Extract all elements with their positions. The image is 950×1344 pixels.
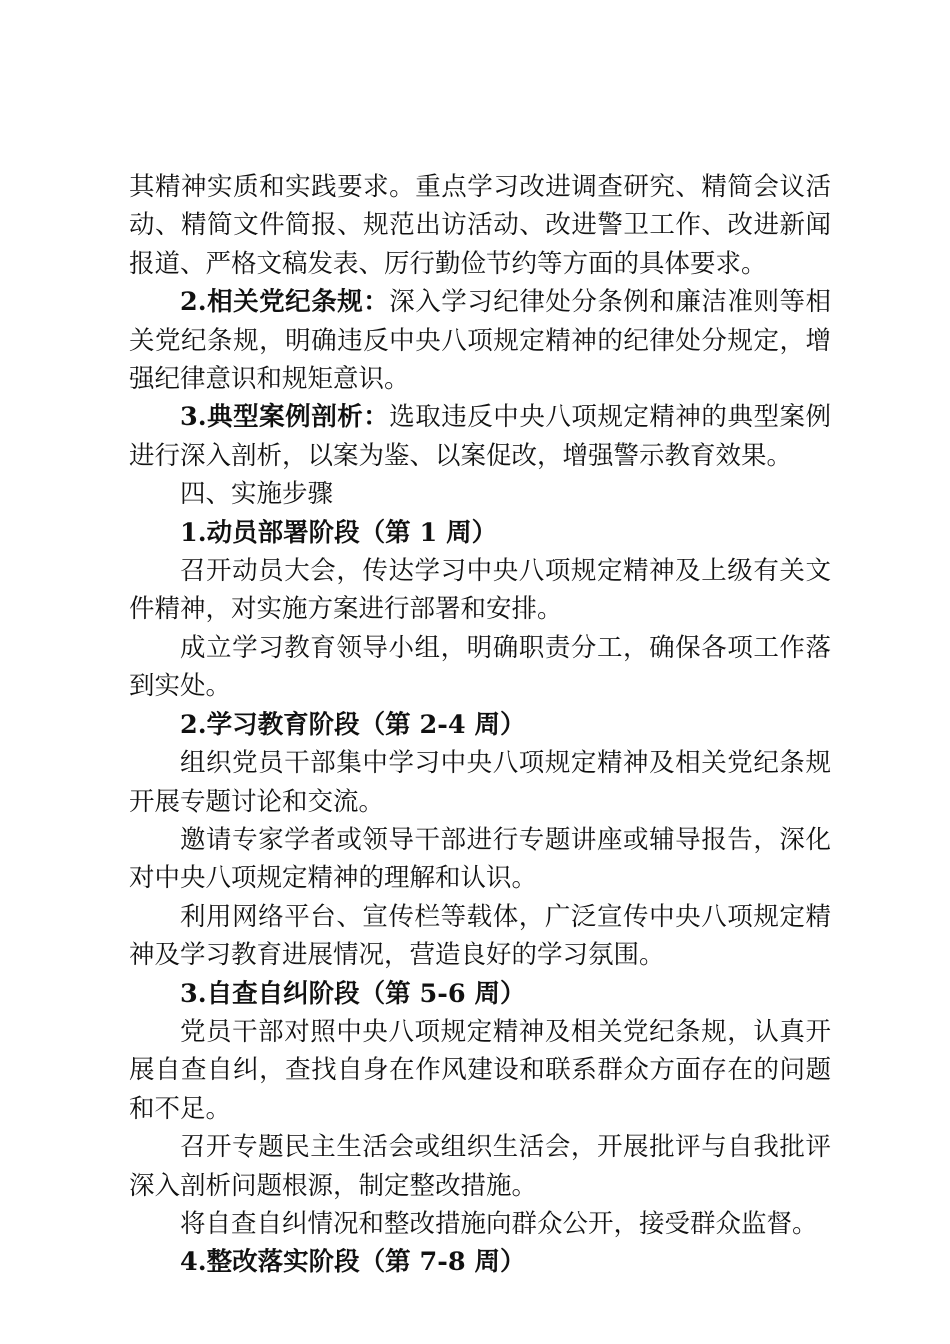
body-paragraph <box>129 398 831 475</box>
paragraph-lead: 2.相关党纪条规： <box>180 287 390 318</box>
paragraph-text: 深入学习纪律处分条例和廉洁准则等相关党纪条规，明确违反中央八项规定精神的纪律处分规定，增强纪律意识和规矩意识。 <box>129 287 831 395</box>
body-paragraph: 利用网络平台、宣传栏等载体，广泛宣传中央八项规定精神及学习教育进展情况，营造良好的学习氛围。 <box>129 901 831 971</box>
body-paragraph: 党员干部对照中央八项规定精神及相关党纪条规，认真开展自查自纠，查找自身在作风建设和联系群众方面存在的问题和不足。 <box>129 1016 831 1124</box>
subsection-heading: 4.整改落实阶段（第 7-8 周） <box>180 1247 526 1278</box>
subsection-heading: 1.动员部署阶段（第 1 周） <box>180 517 498 548</box>
section-heading: 四、实施步骤 <box>180 479 334 510</box>
body-paragraph: 邀请专家学者或领导干部进行专题讲座或辅导报告，深化对中央八项规定精神的理解和认识。 <box>129 824 831 894</box>
paragraph-lead: 3.典型案例剖析： <box>180 402 390 433</box>
subsection-heading: 3.自查自纠阶段（第 5-6 周） <box>180 978 526 1009</box>
document-body <box>129 168 831 1282</box>
paragraph-text: 其精神实质和实践要求。重点学习改进调查研究、精简会议活动、精简文件简报、规范出访活动、改进警卫工作、改进新闻报道、严格文稿发表、厉行勤俭节约等方面的具体要求。 <box>129 172 831 279</box>
body-paragraph: 召开专题民主生活会或组织生活会，开展批评与自我批评深入剖析问题根源，制定整改措施。 <box>129 1132 831 1201</box>
body-paragraph: 召开动员大会，传达学习中央八项规定精神及上级有关文件精神，对实施方案进行部署和安排。 <box>129 556 831 625</box>
subsection-heading: 2.学习教育阶段（第 2-4 周） <box>180 709 526 740</box>
body-paragraph: 组织党员干部集中学习中央八项规定精神及相关党纪条规开展专题讨论和交流。 <box>129 748 831 817</box>
paragraph-text: 选取违反中央八项规定精神的典型案例进行深入剖析，以案为鉴、以案促改，增强警示教育效果。 <box>129 402 831 471</box>
body-paragraph: 成立学习教育领导小组，明确职责分工，确保各项工作落到实处。 <box>129 632 831 702</box>
body-paragraph <box>129 283 831 398</box>
body-paragraph: 将自查自纠情况和整改措施向群众公开，接受群众监督。 <box>180 1208 818 1239</box>
body-paragraph <box>129 168 831 283</box>
